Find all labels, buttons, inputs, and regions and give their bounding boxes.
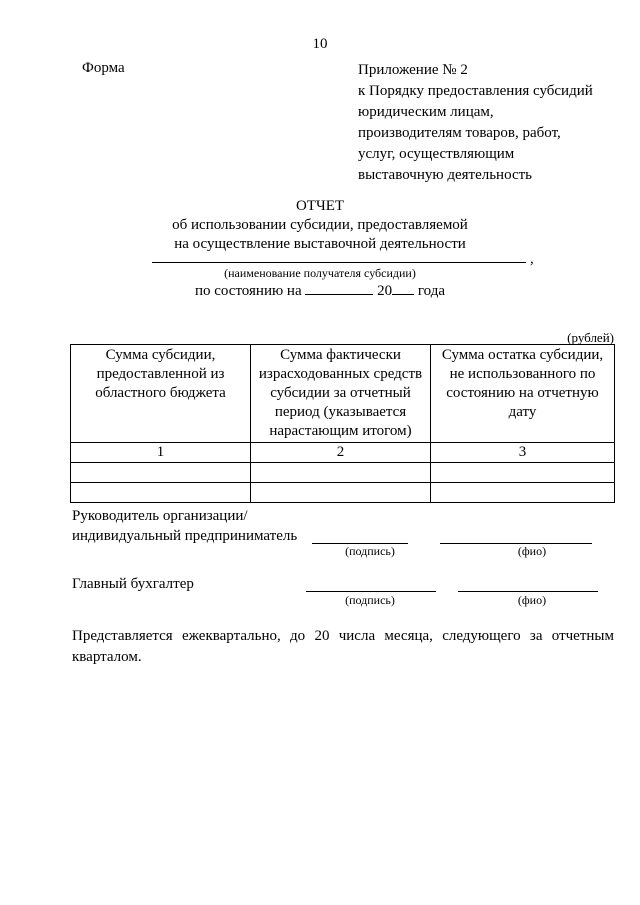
column-number: 3 — [431, 443, 615, 463]
head-label-line1: Руководитель организации/ — [72, 508, 248, 524]
report-subtitle-line1: об использовании субсидии, предоставляемой — [172, 217, 468, 233]
head-name-caption: (фио) — [517, 544, 547, 558]
report-table — [70, 344, 615, 503]
report-title — [0, 197, 640, 254]
year-prefix: 20 — [377, 283, 393, 299]
header-subsidy-remaining: Сумма остатка субсидии, не использованного по состоянию на отчетную дату — [431, 345, 615, 443]
as-of-prefix: по состоянию на — [194, 283, 302, 299]
header-subsidy-provided: Сумма субсидии, предоставленной из областного бюджета — [71, 345, 251, 443]
recipient-comma: , — [530, 251, 534, 267]
table-header-row — [71, 345, 615, 443]
appendix-line: юридическим лицам, — [358, 104, 494, 120]
table-number-row — [71, 443, 615, 463]
column-number: 1 — [71, 443, 251, 463]
table-row — [71, 463, 615, 483]
accountant-signature-line — [306, 590, 436, 592]
form-label: Форма — [82, 60, 125, 76]
page-number: 10 — [312, 36, 328, 52]
head-signature-label — [72, 506, 297, 546]
accountant-signature-label: Главный бухгалтер — [72, 576, 194, 592]
table-cell — [251, 463, 431, 483]
appendix-line: Приложение № 2 — [358, 62, 468, 78]
report-heading: ОТЧЕТ — [295, 198, 345, 214]
appendix-line: к Порядку предоставления субсидий — [358, 83, 593, 99]
header-subsidy-spent: Сумма фактически израсходованных средств субсидии за отчетный период (указывается нарастающим итогом) — [251, 345, 431, 443]
appendix-line: выставочную деятельность — [358, 167, 533, 183]
appendix-block — [358, 60, 593, 186]
head-label-line2: индивидуальный предприниматель — [72, 528, 298, 544]
table-cell — [251, 483, 431, 503]
accountant-signature-caption: (подпись) — [345, 593, 395, 607]
table-row — [71, 483, 615, 503]
recipient-name-line — [152, 260, 526, 263]
year-blank — [392, 282, 414, 295]
report-subtitle-line2: на осуществление выставочной деятельности — [174, 236, 466, 252]
head-signature-caption: (подпись) — [345, 544, 395, 558]
table-cell — [71, 483, 251, 503]
appendix-line: производителям товаров, работ, — [358, 125, 561, 141]
column-number: 2 — [251, 443, 431, 463]
accountant-name-line — [458, 590, 598, 592]
accountant-name-caption: (фио) — [517, 593, 547, 607]
submission-note: Представляется ежеквартально, до 20 числа месяца, следующего за отчетным кварталом. — [72, 628, 614, 665]
table-cell — [431, 463, 615, 483]
as-of-date-line — [0, 282, 640, 300]
date-blank — [305, 282, 373, 295]
appendix-line: услуг, осуществляющим — [358, 146, 515, 162]
as-of-suffix: года — [417, 283, 446, 299]
recipient-caption: (наименование получателя субсидии) — [224, 266, 416, 280]
currency-note: (рублей) — [567, 330, 614, 345]
table-cell — [431, 483, 615, 503]
table-cell — [71, 463, 251, 483]
